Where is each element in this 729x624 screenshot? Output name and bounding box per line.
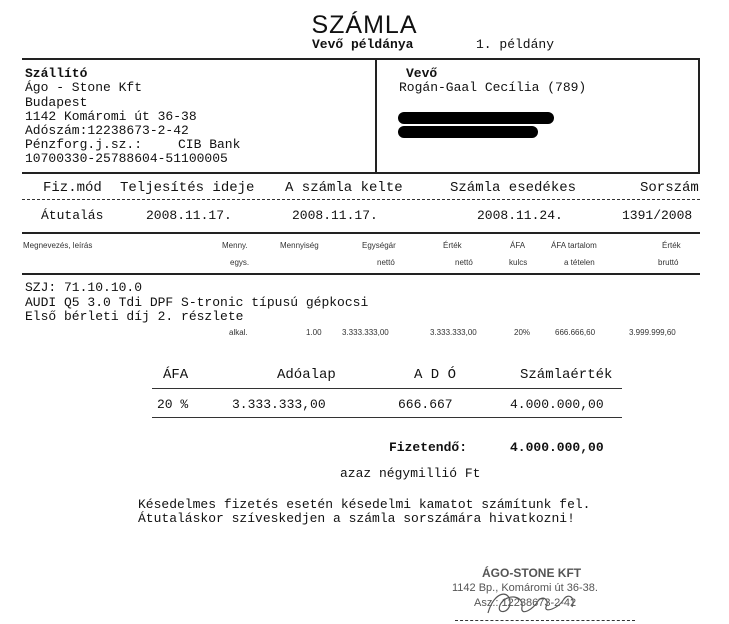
supplier-address: 1142 Komáromi út 36-38 bbox=[25, 109, 197, 124]
col-net-value: Érték bbox=[443, 241, 462, 250]
summary-total: 4.000.000,00 bbox=[510, 397, 604, 412]
transfer-reference-note: Átutaláskor szíveskedjen a számla sorszámára hivatkozni! bbox=[138, 511, 575, 526]
col-gross-2: bruttó bbox=[658, 258, 679, 267]
col-unit: Menny. bbox=[222, 241, 248, 250]
col-name: Megnevezés, leírás bbox=[23, 241, 93, 250]
supplier-bank-name: CIB Bank bbox=[178, 137, 241, 152]
redaction-bar bbox=[398, 112, 554, 124]
copy-label: Vevő példánya bbox=[312, 37, 414, 52]
stamp-company: ÁGO-STONE KFT bbox=[482, 566, 582, 580]
item-code: SZJ: 71.10.10.0 bbox=[25, 280, 143, 295]
terms-header-issue: A számla kelte bbox=[285, 180, 403, 196]
payable-label: Fizetendő: bbox=[389, 440, 468, 455]
terms-header-payment: Fiz.mód bbox=[43, 180, 102, 196]
terms-payment-method: Átutalás bbox=[41, 208, 104, 223]
copy-number: 1. példány bbox=[476, 37, 555, 52]
signature-mark bbox=[480, 585, 590, 621]
item-quantity: 1.00 bbox=[306, 328, 322, 337]
terms-invoice-number: 1391/2008 bbox=[622, 208, 693, 223]
col-quantity: Mennyiség bbox=[280, 241, 319, 250]
terms-due-date: 2008.11.24. bbox=[477, 208, 563, 223]
item-gross-value: 3.999.999,60 bbox=[629, 328, 676, 337]
terms-header-delivery: Teljesítés ideje bbox=[120, 180, 255, 196]
item-vat-rate: 20% bbox=[514, 328, 531, 337]
item-net-value: 3.333.333,00 bbox=[430, 328, 477, 337]
stamp-tax-number: Asz.: 12238673-2-42 bbox=[474, 597, 577, 609]
redaction-bar bbox=[398, 126, 538, 138]
summary-tax-base: 3.333.333,00 bbox=[232, 397, 326, 412]
supplier-city: Budapest bbox=[25, 95, 88, 110]
summary-header-vat: ÁFA bbox=[163, 367, 189, 383]
summary-header-tax: A D Ó bbox=[414, 367, 457, 383]
summary-header-base: Adóalap bbox=[277, 367, 336, 383]
items-top-line bbox=[22, 232, 700, 234]
party-box-divider bbox=[375, 58, 377, 172]
summary-header-line bbox=[152, 388, 622, 389]
summary-tax-amount: 666.667 bbox=[398, 397, 453, 412]
terms-issue-date: 2008.11.17. bbox=[292, 208, 378, 223]
col-unit-2: egys. bbox=[230, 258, 250, 267]
supplier-heading: Szállító bbox=[25, 66, 88, 81]
supplier-name: Ágo - Stone Kft bbox=[25, 80, 143, 95]
items-header-bottom-line bbox=[22, 273, 700, 275]
party-box-right-edge bbox=[698, 58, 700, 172]
col-vat-amount: ÁFA tartalom bbox=[551, 241, 597, 250]
summary-header-total: Számlaérték bbox=[520, 367, 613, 383]
item-description: AUDI Q5 3.0 Tdi DPF S-tronic típusú gépkocsi bbox=[25, 295, 369, 310]
col-gross: Érték bbox=[662, 241, 681, 250]
payable-in-words: azaz négymillió Ft bbox=[340, 466, 481, 481]
col-unit-price: Egységár bbox=[362, 241, 396, 250]
summary-vat-rate: 20 % bbox=[157, 397, 189, 412]
supplier-account: 10700330-25788604-51100005 bbox=[25, 151, 228, 166]
terms-top-line bbox=[22, 172, 700, 174]
col-net-value-2: nettó bbox=[455, 258, 473, 267]
col-vat-rate-2: kulcs bbox=[509, 258, 528, 267]
col-vat-amount-2: a tételen bbox=[564, 258, 595, 267]
terms-header-number: Sorszám bbox=[640, 180, 699, 196]
item-unit: alkal. bbox=[229, 328, 248, 337]
stamp-address: 1142 Bp., Komáromi út 36-38. bbox=[452, 582, 598, 594]
party-box-top-line bbox=[22, 58, 700, 60]
buyer-heading: Vevő bbox=[406, 66, 438, 81]
late-payment-note: Késedelmes fizetés esetén késedelmi kamatot számítunk fel. bbox=[138, 497, 591, 512]
invoice-title: SZÁMLA bbox=[311, 11, 418, 39]
item-unit-price: 3.333.333,00 bbox=[342, 328, 389, 337]
item-description-2: Első bérleti díj 2. részlete bbox=[25, 309, 244, 324]
payable-amount: 4.000.000,00 bbox=[510, 440, 604, 455]
col-unit-price-2: nettó bbox=[377, 258, 395, 267]
terms-delivery-date: 2008.11.17. bbox=[146, 208, 232, 223]
item-vat-amount: 666.666,60 bbox=[555, 328, 596, 337]
supplier-tax-number: Adószám:12238673-2-42 bbox=[25, 123, 189, 138]
buyer-name: Rogán-Gaal Cecília (789) bbox=[399, 80, 587, 95]
signature-line bbox=[455, 620, 635, 621]
terms-header-due: Számla esedékes bbox=[450, 180, 577, 196]
col-vat-rate: ÁFA bbox=[510, 241, 526, 250]
supplier-bank-label: Pénzforg.j.sz.: bbox=[25, 137, 143, 152]
terms-divider bbox=[22, 199, 700, 200]
summary-bottom-line bbox=[152, 417, 622, 418]
